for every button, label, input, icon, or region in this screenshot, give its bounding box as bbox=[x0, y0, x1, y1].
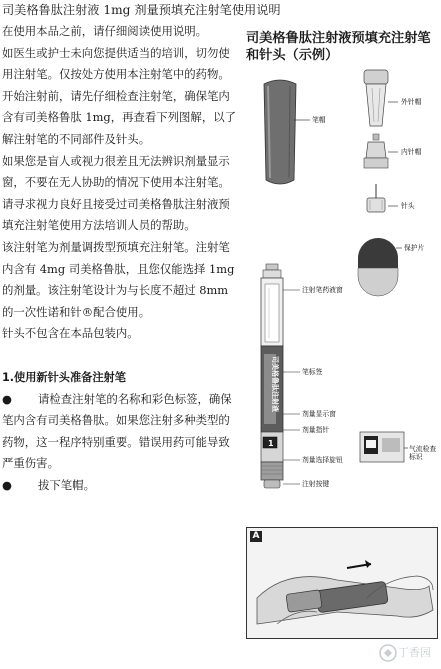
pen-diagram bbox=[246, 68, 441, 508]
dose-counter-digit: 1 bbox=[268, 439, 274, 448]
bullet-text: 拔下笔帽。 bbox=[38, 477, 95, 492]
flow-check-inset bbox=[360, 432, 404, 462]
bullet-dot: ● bbox=[2, 477, 12, 492]
pen-diagram-svg bbox=[246, 68, 441, 508]
bullet-text: 请检查注射笔的名称和彩色标签，确保笔内含有司美格鲁肽。如果您注射多种类型的药物，这一程序特别重要。错误用药可能导致严重伤害。 bbox=[2, 391, 232, 471]
label-pen-cap: 笔帽 bbox=[312, 116, 326, 124]
paper-tab-illustration bbox=[358, 238, 398, 296]
left-column bbox=[2, 21, 236, 496]
figure-a-tag: A bbox=[250, 531, 262, 542]
figure-a bbox=[246, 527, 438, 639]
bullet-dot: ● bbox=[2, 391, 12, 406]
intro-paragraph-2: 如医生或护士未向您提供适当的培训，切勿使用注射笔。仅按处方使用本注射笔中的药物。 bbox=[2, 45, 230, 82]
dxy-logo-icon bbox=[378, 643, 398, 663]
label-needle: 针头 bbox=[401, 202, 415, 210]
intro-paragraph-4: 如果您是盲人或视力很差且无法辨识剂量显示窗，不要在无人协助的情况下使用本注射笔。请寻求视力良好且接受过司美格鲁肽注射液预填充注射笔使用方法培训人员的帮助。 bbox=[2, 153, 230, 233]
label-paper-tab: 保护片 bbox=[404, 244, 425, 252]
intro-paragraph-1: 在使用本品之前，请仔细阅读使用说明。 bbox=[2, 24, 208, 38]
section-title: 1.使用新针头准备注射笔 bbox=[2, 370, 126, 384]
page-title: 司美格鲁肽注射液 1mg 剂量预填充注射笔使用说明 bbox=[2, 3, 281, 17]
pen-cap-illustration bbox=[264, 80, 296, 184]
intro-paragraph-5: 该注射笔为剂量调拨型预填充注射笔。注射笔内含有 4mg 司美格鲁肽，且您仅能选择 1mg 的剂量。该注射笔设计为与长度不超过 8mm 的一次性诺和针®配合使用。 bbox=[2, 239, 235, 319]
watermark-text: 丁香园 bbox=[398, 646, 431, 659]
label-flow-check: 气流检查标识 bbox=[409, 445, 437, 461]
pen-label-text: 司美格鲁肽注射液 bbox=[271, 356, 279, 412]
needle-illustration bbox=[367, 184, 385, 212]
label-dose-button: 注射按键 bbox=[302, 480, 330, 488]
label-dose-counter: 剂量显示窗 bbox=[302, 410, 336, 418]
bullet-check-label bbox=[2, 389, 236, 475]
intro-paragraph-3: 开始注射前，请先仔细检查注射笔，确保笔内含有司美格鲁肽 1mg，再查看下列图解，以了解注射笔的不同部件及针头。 bbox=[2, 88, 236, 146]
outer-needle-cap-illustration bbox=[364, 70, 388, 126]
label-dose-selector: 剂量选择旋钮 bbox=[302, 456, 343, 464]
intro-paragraph-6: 针头不包含在本品包装内。 bbox=[2, 326, 139, 341]
figure-a-illustration bbox=[247, 528, 437, 638]
label-cartridge-window: 注射笔药液窗 bbox=[302, 286, 343, 294]
label-outer-cap: 外针帽 bbox=[401, 98, 422, 106]
label-dose-pointer: 剂量指针 bbox=[302, 426, 330, 434]
inner-needle-cap-illustration bbox=[364, 134, 388, 168]
diagram-title: 司美格鲁肽注射液预填充注射笔和针头（示例） bbox=[246, 31, 431, 63]
bullet-remove-cap bbox=[2, 475, 236, 497]
label-pen-label: 笔标签 bbox=[302, 368, 323, 376]
label-inner-cap: 内针帽 bbox=[401, 148, 422, 156]
site-watermark bbox=[376, 640, 440, 666]
